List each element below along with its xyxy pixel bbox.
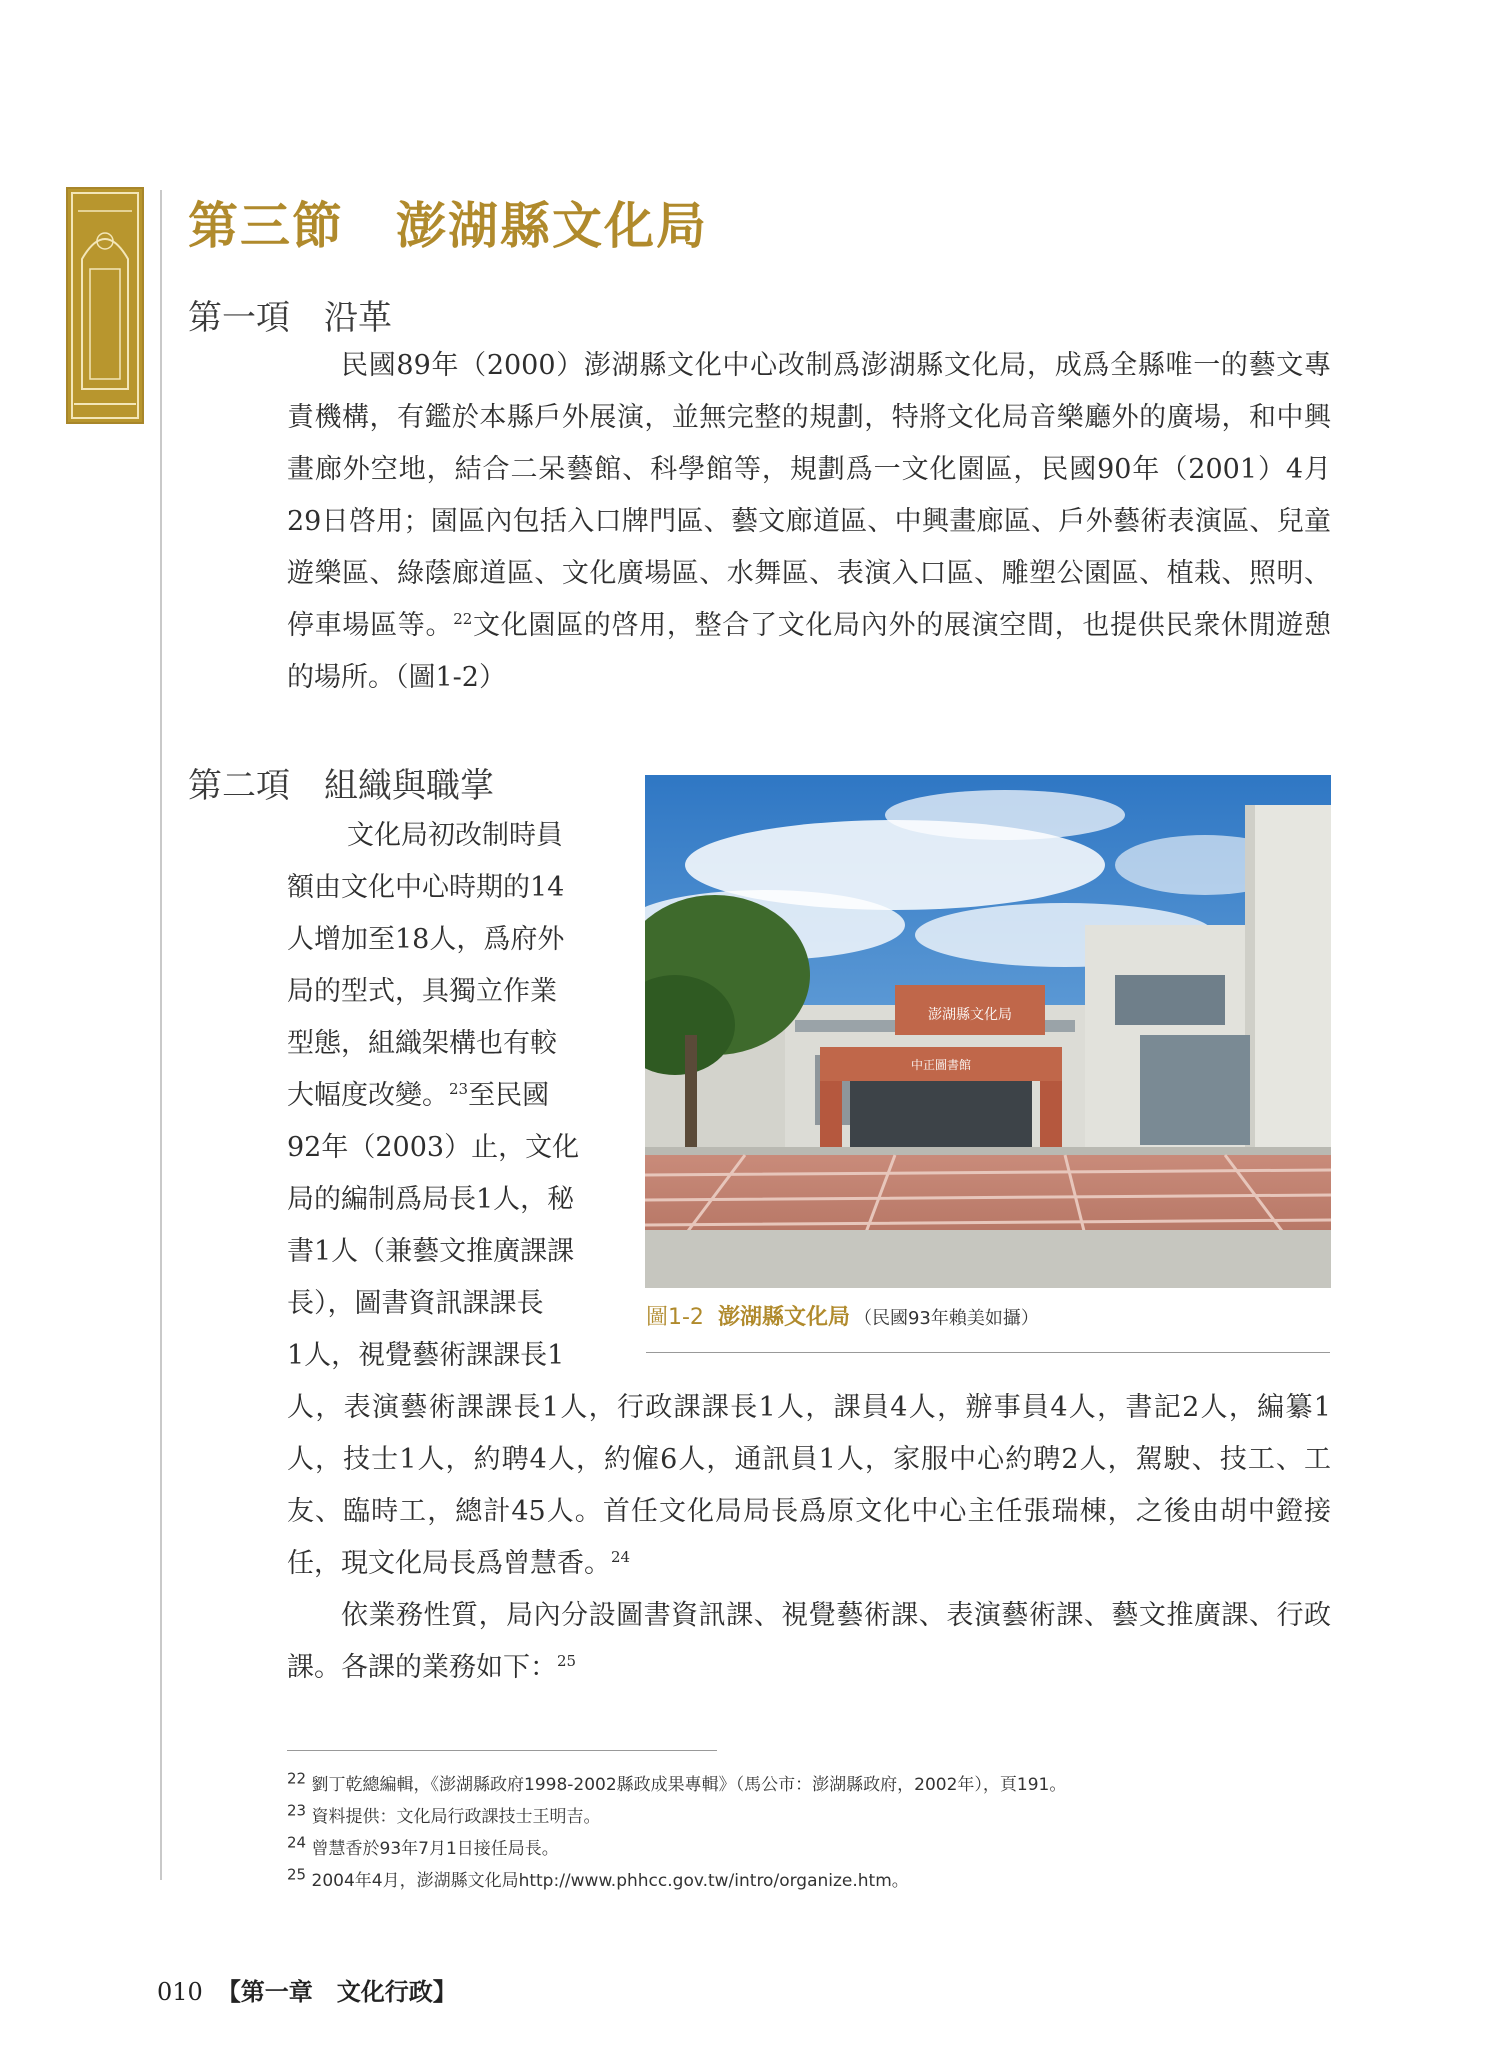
- figure-note: （民國93年賴美如攝）: [853, 1308, 1039, 1329]
- item1-name: 沿革: [324, 298, 392, 338]
- side-line: 局的編制爲局長1人，秘: [287, 1184, 575, 1215]
- chapter-label: 【第一章 文化行政】: [216, 1977, 457, 2006]
- item2-number: 第二項: [188, 766, 290, 806]
- figure-label: 圖1-2: [646, 1305, 704, 1330]
- side-line: 局的型式，具獨立作業: [287, 976, 557, 1007]
- building-photo: [645, 775, 1331, 1288]
- figure-name: 澎湖縣文化局: [717, 1305, 850, 1330]
- item2-side-column: [287, 810, 627, 1382]
- margin-rule: [160, 190, 162, 1880]
- footnote-ref: 25: [557, 1652, 577, 1670]
- item2-text: 人，表演藝術課課長1人，行政課課長1人，課員4人，辦事員4人，書記2人，編纂1人，技士1人，約聘4人，約僱6人，通訊員1人，家服中心約聘2人，駕駛、技工、工友、臨時工，總計45人。首任文化局局長爲原文化中心主任張瑞棟，之後由胡中鐙接任，現文化局長爲曾慧香。: [287, 1392, 1331, 1579]
- item2-paragraph-continued: [287, 1382, 1331, 1590]
- section-title: [188, 186, 708, 258]
- photo-sign-text2: 中正圖書館: [910, 1058, 972, 1072]
- item2-paragraph-2: [287, 1590, 1331, 1694]
- photo-sign-text: 澎湖縣文化局: [928, 1007, 1012, 1023]
- footnote-ref: 24: [611, 1548, 631, 1566]
- item1-text: 民國89年（2000）澎湖縣文化中心改制爲澎湖縣文化局，成爲全縣唯一的藝文專責機構，有鑑於本縣戶外展演，並無完整的規劃，特將文化局音樂廳外的廣場，和中興畫廊外空地，結合二呆藝館、科學館等，規劃爲一文化園區，民國90年（2001）4月29日啓用；園區內包括入口牌門區、藝文廊道區、中興畫廊區、戶外藝術表演區、兒童遊樂區、綠蔭廊道區、文化廣場區、水舞區、表演入口區、雕塑公園區、植栽、照明、停車場區等。: [287, 350, 1331, 641]
- side-line: 92年（2003）止，文化: [287, 1132, 580, 1163]
- item1-number: 第一項: [188, 298, 290, 338]
- section-number: 第三節: [188, 196, 344, 255]
- side-line: 人增加至18人，爲府外: [287, 924, 565, 955]
- footnote-ref: 23: [449, 1080, 469, 1098]
- page-number: 010: [157, 1978, 203, 2006]
- footnote-rule: [287, 1750, 717, 1751]
- side-line: 長），圖書資訊課課長: [287, 1288, 544, 1319]
- side-line: 型態，組織架構也有較: [287, 1028, 557, 1059]
- side-line: 書1人（兼藝文推廣課課: [287, 1236, 575, 1267]
- footnote-25: $^{25}$ 2004年4月，澎湖縣文化局http://www.phhcc.gov.tw/intro/organize.htm。: [287, 1865, 909, 1891]
- item1-text-tail: 文化園區的啓用，整合了文化局內外的展演空間，也提供民衆休閒遊憩的場所。（圖1-2）: [287, 610, 1332, 693]
- item2-name: 組織與職掌: [324, 766, 494, 806]
- footnote-ref: 22: [453, 610, 473, 628]
- item2-title: [188, 758, 494, 807]
- footnote-22: $^{22}$ 劉丁乾總編輯，《澎湖縣政府1998-2002縣政成果專輯》（馬公市：澎湖縣政府，2002年），頁191。: [287, 1769, 1067, 1795]
- side-line: 大幅度改變。$^{23}$至民國: [287, 1080, 550, 1111]
- side-line: 文化局初改制時員: [347, 820, 563, 851]
- footnote-23: $^{23}$ 資料提供：文化局行政課技士王明吉。: [287, 1801, 601, 1827]
- side-line: 額由文化中心時期的14: [287, 872, 565, 903]
- footnote-24: $^{24}$ 曾慧香於93年7月1日接任局長。: [287, 1833, 559, 1859]
- caption-rule: [646, 1352, 1330, 1353]
- figure-caption: [646, 1300, 1039, 1331]
- item1-paragraph: [287, 340, 1331, 704]
- item1-title: [188, 290, 392, 339]
- chapter-emblem-icon: [66, 187, 144, 424]
- item2-para2-text: 依業務性質，局內分設圖書資訊課、視覺藝術課、表演藝術課、藝文推廣課、行政課。各課的業務如下：: [287, 1600, 1331, 1683]
- side-line: 1人，視覺藝術課課長1: [287, 1340, 565, 1371]
- page-footer: [157, 1972, 457, 2007]
- section-name: 澎湖縣文化局: [396, 196, 708, 255]
